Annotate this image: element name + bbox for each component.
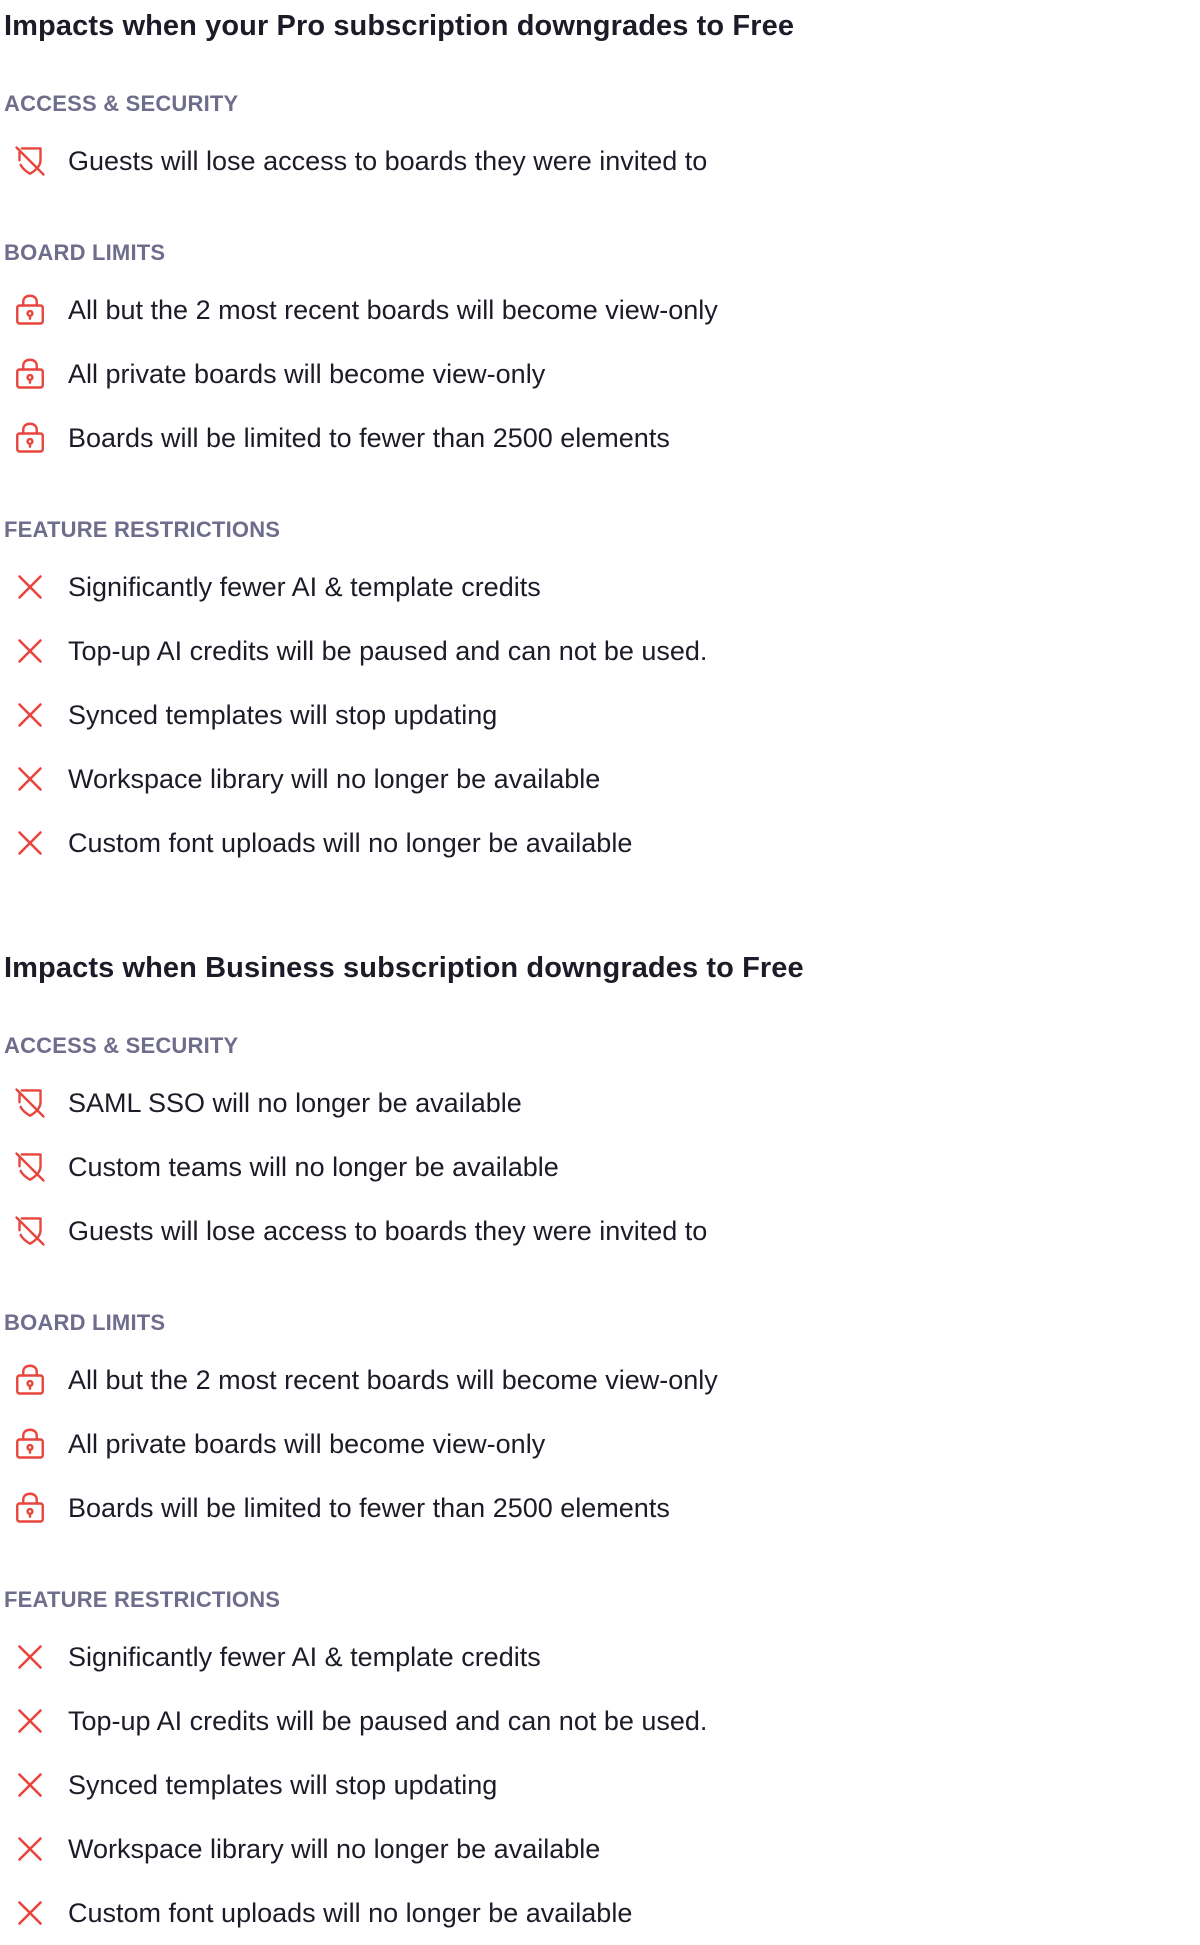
impact-list [4,278,1194,470]
impact-text: Guests will lose access to boards they were invited to [68,146,708,176]
impact-item [4,1412,1194,1476]
impact-item [4,811,1194,875]
impact-item [4,129,1194,193]
close-icon [12,825,48,861]
feature-restrictions-group [4,1585,1194,1945]
impact-text: Boards will be limited to fewer than 2500 elements [68,423,670,453]
shield-off-icon [12,1085,48,1121]
impact-item [4,1199,1194,1263]
access-security-group [4,1031,1194,1263]
shield-off-icon [12,1213,48,1249]
access-security-group [4,89,1194,193]
impact-item [4,406,1194,470]
close-icon [12,761,48,797]
lock-icon [12,292,48,328]
impact-text: Custom font uploads will no longer be available [68,828,633,858]
impact-item [4,1348,1194,1412]
shield-off-icon [12,143,48,179]
impact-text: All but the 2 most recent boards will become view-only [68,295,718,325]
lock-icon [12,1426,48,1462]
impact-item [4,1689,1194,1753]
close-icon [12,1831,48,1867]
impact-text: All but the 2 most recent boards will become view-only [68,1365,718,1395]
impact-text: SAML SSO will no longer be available [68,1088,522,1118]
impact-item [4,1625,1194,1689]
impact-list [4,129,1194,193]
impact-item [4,1753,1194,1817]
group-heading: ACCESS & SECURITY [4,1033,239,1058]
impact-text: Top-up AI credits will be paused and can not be used. [68,636,708,666]
impact-text: Workspace library will no longer be available [68,764,601,794]
group-heading: FEATURE RESTRICTIONS [4,1587,281,1612]
business-downgrade-section [4,950,1194,1945]
impact-text: Boards will be limited to fewer than 2500 elements [68,1493,670,1523]
group-heading: FEATURE RESTRICTIONS [4,517,281,542]
impact-list [4,555,1194,875]
impact-item [4,1881,1194,1945]
impact-text: Top-up AI credits will be paused and can not be used. [68,1706,708,1736]
close-icon [12,697,48,733]
impact-item [4,342,1194,406]
lock-icon [12,356,48,392]
board-limits-group [4,238,1194,470]
section-title: Impacts when Business subscription downgrades to Free [4,952,804,984]
board-limits-group [4,1308,1194,1540]
impact-item [4,747,1194,811]
impact-text: All private boards will become view-only [68,359,546,389]
impact-item [4,555,1194,619]
impact-list [4,1348,1194,1540]
impact-list [4,1625,1194,1945]
close-icon [12,1895,48,1931]
shield-off-icon [12,1149,48,1185]
close-icon [12,1767,48,1803]
impact-text: Significantly fewer AI & template credits [68,1642,541,1672]
close-icon [12,633,48,669]
lock-icon [12,1362,48,1398]
close-icon [12,1703,48,1739]
lock-icon [12,420,48,456]
impact-text: Custom teams will no longer be available [68,1152,559,1182]
impact-item [4,1071,1194,1135]
impact-list [4,1071,1194,1263]
impact-text: Synced templates will stop updating [68,700,498,730]
close-icon [12,1639,48,1675]
impact-text: All private boards will become view-only [68,1429,546,1459]
section-title: Impacts when your Pro subscription downgrades to Free [4,10,795,42]
downgrade-impacts [4,0,1194,1945]
impact-text: Workspace library will no longer be available [68,1834,601,1864]
impact-item [4,1817,1194,1881]
group-heading: BOARD LIMITS [4,1310,166,1335]
impact-item [4,1135,1194,1199]
lock-icon [12,1490,48,1526]
feature-restrictions-group [4,515,1194,875]
pro-downgrade-section [4,8,1194,875]
impact-text: Significantly fewer AI & template credits [68,572,541,602]
impact-text: Guests will lose access to boards they were invited to [68,1216,708,1246]
impact-item [4,278,1194,342]
impact-item [4,619,1194,683]
impact-item [4,1476,1194,1540]
impact-text: Custom font uploads will no longer be available [68,1898,633,1928]
group-heading: ACCESS & SECURITY [4,91,239,116]
impact-text: Synced templates will stop updating [68,1770,498,1800]
close-icon [12,569,48,605]
impact-item [4,683,1194,747]
group-heading: BOARD LIMITS [4,240,166,265]
